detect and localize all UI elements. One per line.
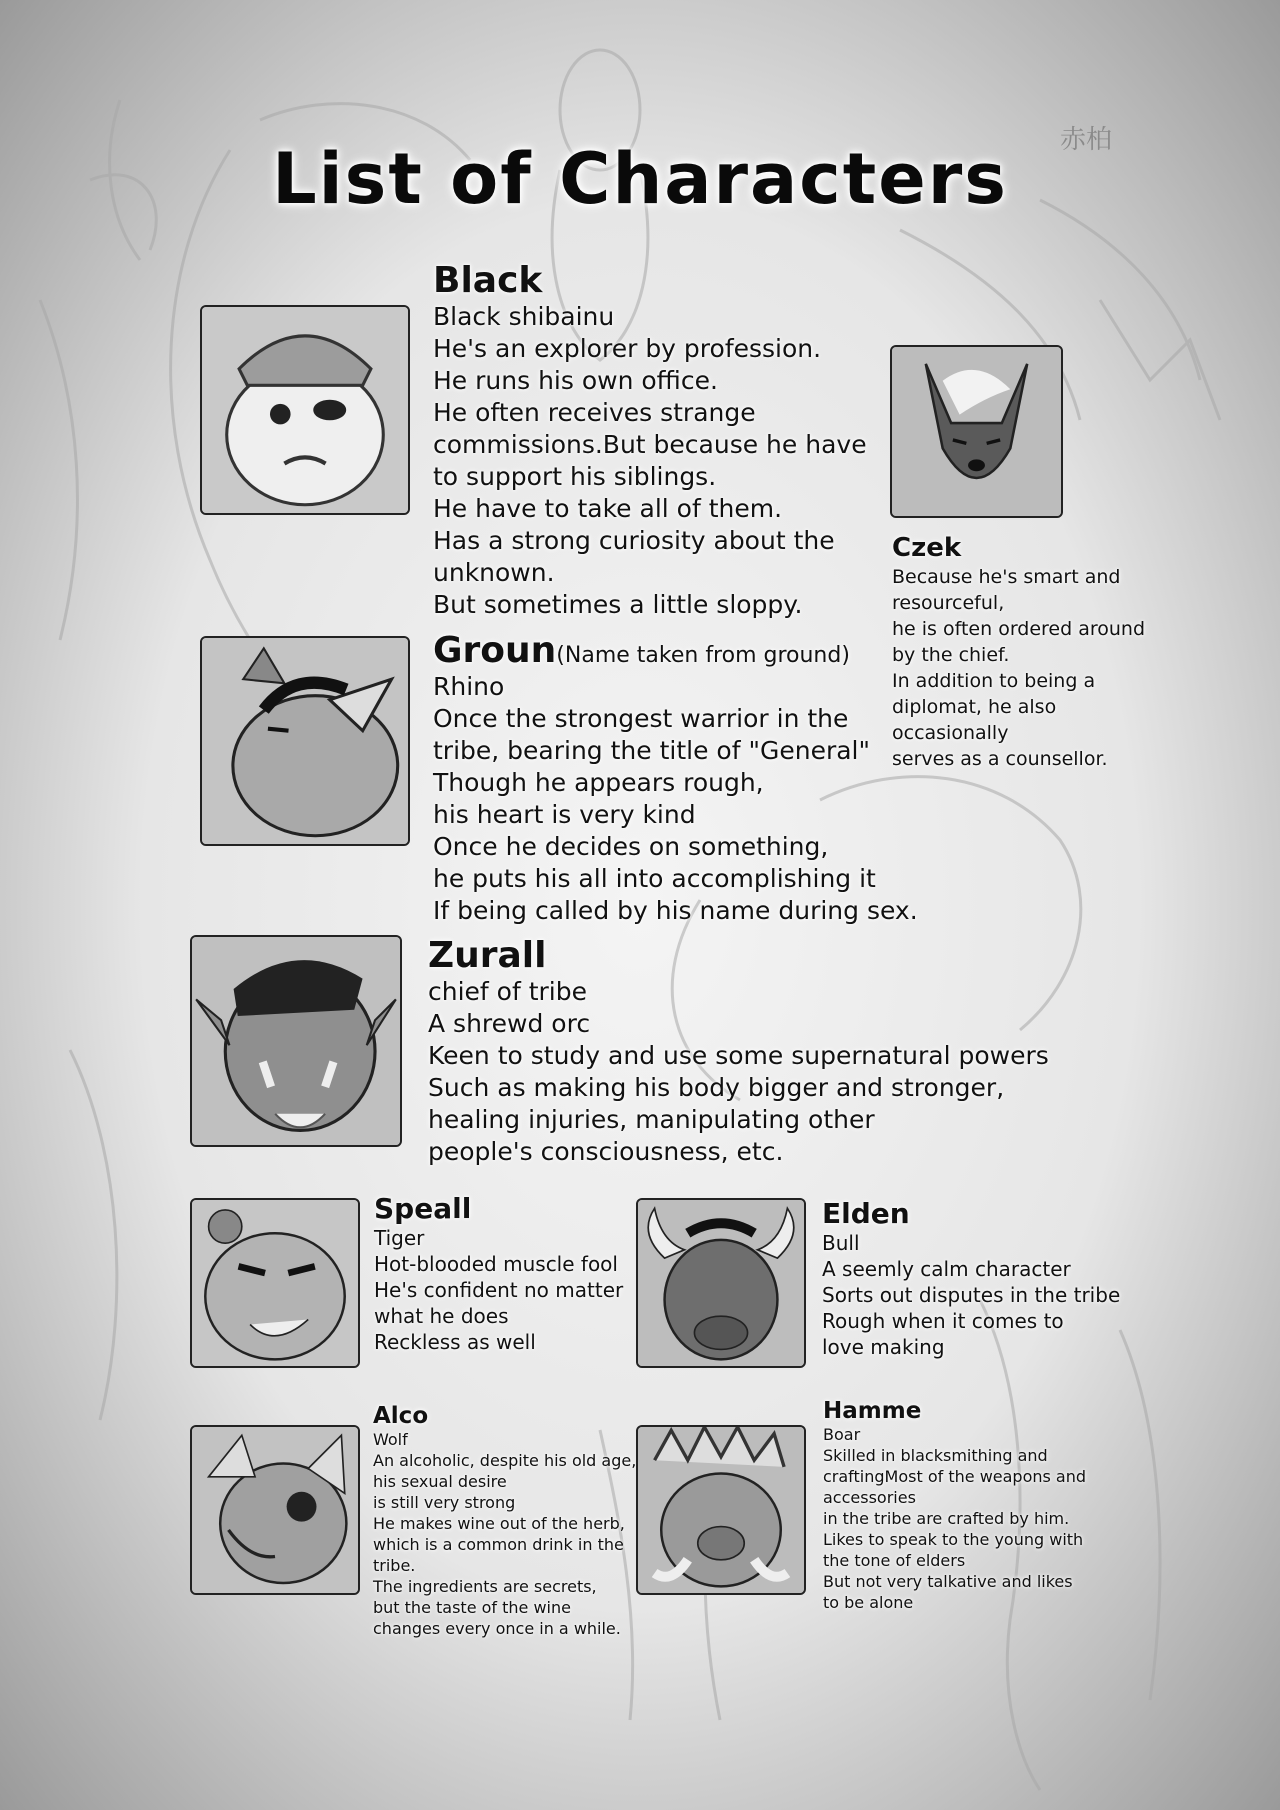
- character-elden: Elden Bull A seemly calm character Sorts out disputes in the tribe Rough when it comes to love making: [822, 1197, 1121, 1360]
- character-speall: Speall Tiger Hot-blooded muscle fool He's confident no matter what he does Reckless as well: [374, 1192, 624, 1355]
- character-zurall: Zurall chief of tribe A shrewd orc Keen to study and use some supernatural powers Such as making his body bigger and stronger, healing injuries, manipulating other people's consciousness, etc.: [428, 935, 1049, 1167]
- character-name: Zurall: [428, 935, 547, 976]
- character-czek: Czek Because he's smart and resourceful, he is often ordered around by the chief. In addition to being a diplomat, he also occasionally serves as a counsellor.: [892, 533, 1146, 770]
- portrait-hamme: [636, 1425, 806, 1595]
- portrait-groun: [200, 636, 410, 846]
- character-groun: Groun(Name taken from ground) Rhino Once the strongest warrior in the tribe, bearing the title of "General" Though he appears rough, his heart is very kind Once he decides on something, he puts his all into accomplishing it If being called by his name during sex.: [433, 630, 918, 926]
- character-name: Speall: [374, 1192, 472, 1225]
- portrait-czek: [890, 345, 1063, 518]
- character-hamme: Hamme Boar Skilled in blacksmithing and craftingMost of the weapons and accessories in the tribe are crafted by him. Likes to speak to the young with the tone of elders But not very talkative and likes to be alone: [823, 1398, 1087, 1613]
- svg-text:赤柏: 赤柏: [1060, 125, 1113, 155]
- character-name: Elden: [822, 1197, 910, 1230]
- character-name: Hamme: [823, 1398, 922, 1424]
- character-black: Black Black shibainu He's an explorer by profession. He runs his own office. He often receives strange commissions.But because he have to support his siblings. He have to take all of them. Has a strong curiosity about the unknown. But sometimes a little sloppy.: [433, 260, 867, 620]
- portrait-speall: [190, 1198, 360, 1368]
- portrait-elden: [636, 1198, 806, 1368]
- page-title: List of Characters: [272, 138, 1008, 220]
- portrait-black: [200, 305, 410, 515]
- character-name: Alco: [373, 1403, 429, 1429]
- character-name: Czek: [892, 533, 962, 563]
- character-name: Black: [433, 260, 543, 301]
- portrait-alco: [190, 1425, 360, 1595]
- portrait-zurall: [190, 935, 402, 1147]
- character-name: Groun(Name taken from ground): [433, 630, 850, 671]
- character-alco: Alco Wolf An alcoholic, despite his old age, his sexual desire is still very strong He makes wine out of the herb, which is a common drink in the tribe. The ingredients are secrets, but the taste of the wine changes every once in a while.: [373, 1403, 637, 1639]
